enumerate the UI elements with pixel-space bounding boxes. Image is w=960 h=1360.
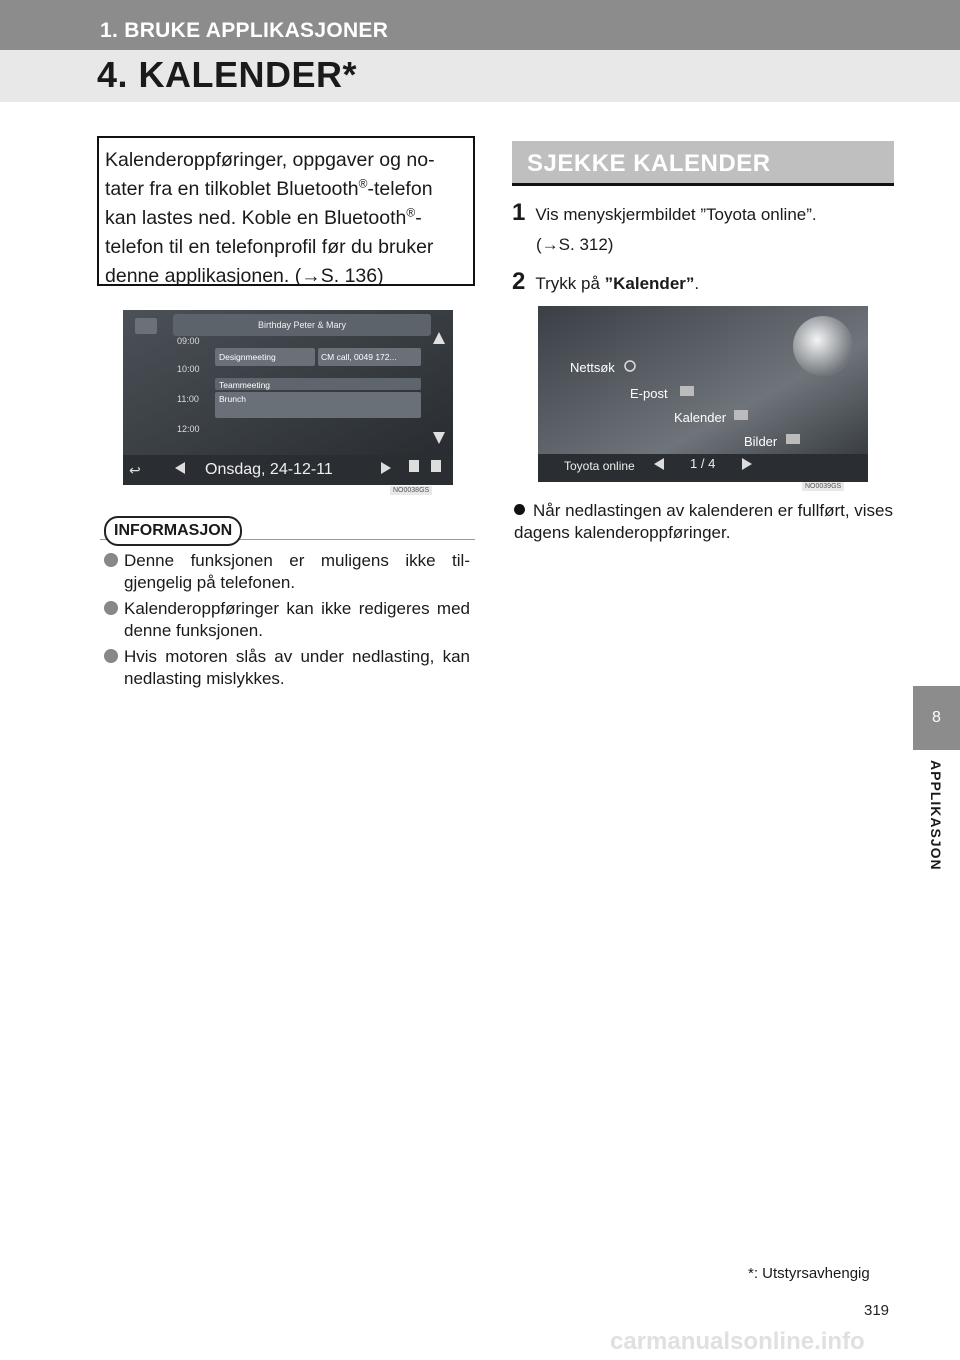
bullet-icon: [104, 601, 118, 615]
menu-item: E-post: [630, 386, 668, 401]
footnote: *: Utstyrsavhengig: [748, 1265, 870, 1282]
folder-icon: [786, 434, 800, 444]
menu-bottom-label: Toyota online: [564, 459, 635, 473]
page-number: 319: [864, 1302, 890, 1319]
menu-item: Kalender: [674, 410, 727, 425]
bullet-icon: [104, 649, 118, 663]
calendar-date: Onsdag, 24-12-11: [205, 461, 333, 478]
list-item: Kalenderoppføringer kan ikke redigeres med denne funksjonen.: [104, 598, 470, 642]
intro-box: [97, 136, 475, 286]
calendar-time: 12:00: [177, 424, 200, 434]
list-icon: [409, 460, 419, 472]
menu-icon: [135, 318, 157, 334]
menu-item: Bilder: [744, 434, 778, 449]
calendar-screenshot: [123, 310, 453, 485]
info-list: [104, 550, 470, 694]
menu-screenshot: [538, 306, 868, 482]
chapter-title: 1. BRUKE APPLIKASJONER: [100, 19, 389, 42]
page-title: 4. KALENDER*: [97, 54, 358, 95]
chapter-label: APPLIKASJON: [928, 760, 944, 871]
image-code: NO0039GS: [802, 482, 844, 491]
intro-line: telefon til en telefonprofil før du bruker: [105, 236, 434, 258]
list-icon: [431, 460, 441, 472]
calendar-event: Brunch: [219, 394, 246, 404]
bullet-icon: [104, 553, 118, 567]
watermark: carmanualsonline.info: [610, 1328, 865, 1355]
back-icon: ↩: [129, 462, 141, 478]
menu-page: 1 / 4: [690, 456, 716, 471]
calendar-icon: [734, 410, 748, 420]
intro-line: tater fra en tilkoblet Bluetooth®-telefon: [105, 176, 433, 200]
calendar-event: CM call, 0049 172...: [321, 352, 397, 362]
menu-item: Nettsøk: [570, 360, 615, 375]
calendar-event: Teammeeting: [219, 380, 271, 390]
section-header: SJEKKE KALENDER: [512, 141, 894, 186]
mail-icon: [680, 386, 694, 396]
bullet-icon: [514, 504, 525, 515]
step-2: 2 Trykk på ”Kalender”.: [512, 268, 700, 295]
chapter-tab: 8: [913, 686, 960, 750]
calendar-time: 10:00: [177, 364, 200, 374]
calendar-time: 09:00: [177, 336, 200, 346]
calendar-event-title: Birthday Peter & Mary: [257, 320, 347, 330]
intro-line: Kalenderoppføringer, oppgaver og no-: [105, 149, 435, 171]
calendar-event: Designmeeting: [219, 352, 276, 362]
intro-line: denne applikasjonen. (→S. 136): [105, 265, 384, 287]
image-code: NO0038GS: [390, 486, 432, 495]
calendar-time: 11:00: [177, 394, 199, 404]
intro-line: kan lastes ned. Koble en Bluetooth®-: [105, 205, 422, 229]
note: Når nedlastingen av kalenderen er fullført, vises dagens kalenderoppføringer.: [514, 501, 894, 542]
step-1: 1 Vis menyskjermbildet ”Toyota online”. (→S. 312): [512, 199, 817, 254]
list-item: Denne funksjonen er muligens ikke til-gjengelig på telefonen.: [104, 550, 470, 594]
globe-icon: [793, 316, 853, 376]
info-tag: INFORMASJON: [104, 516, 242, 546]
list-item: Hvis motoren slås av under nedlasting, kan nedlasting mislykkes.: [104, 646, 470, 690]
